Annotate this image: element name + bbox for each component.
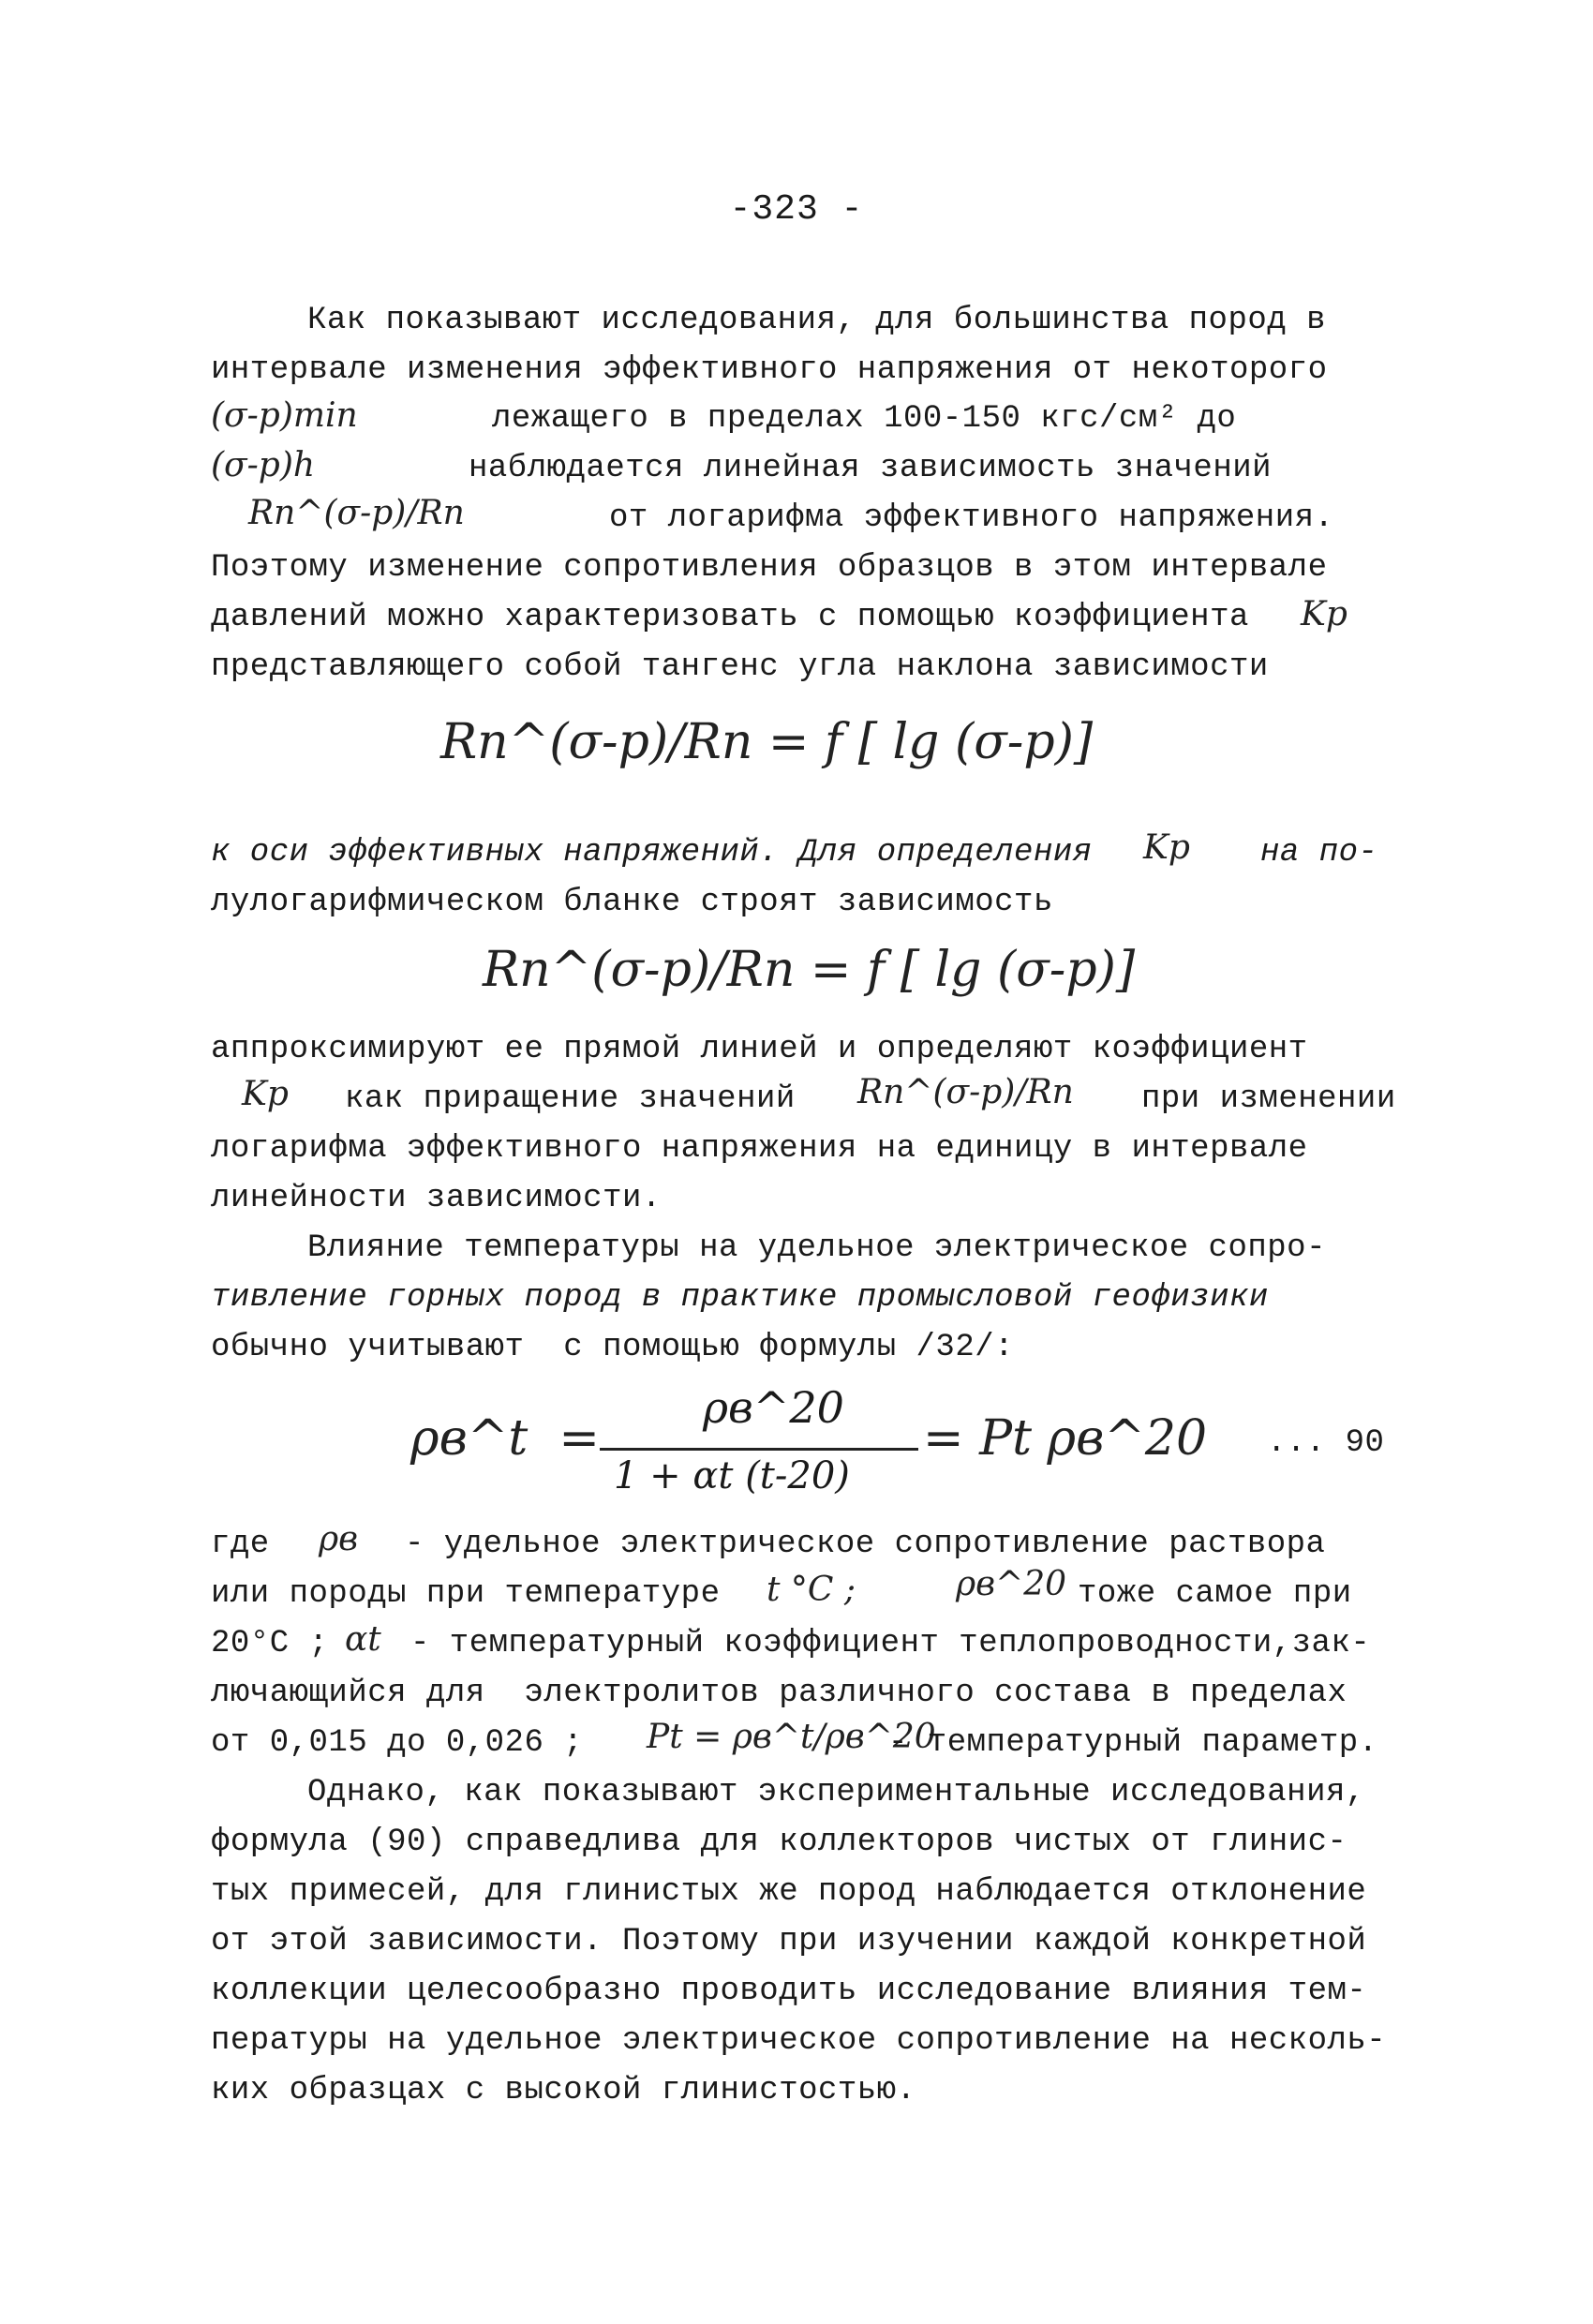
p3-symbol-kp: Kp [242,1075,289,1113]
p1-line8: представляющего собой тангенс угла наклона зависимости [211,649,1269,685]
p6-line7: ких образцах с высокой глинистостью. [211,2073,916,2108]
p1-symbol-sigma-p-min: (σ-p)min [211,396,358,435]
p1-line5: от логарифма эффективного напряжения. [609,500,1334,536]
p5-line2a: или породы при температуре [211,1576,721,1612]
formula-1: Rп^(σ-p)/Rп = f [ lg (σ-p)] [440,714,1094,770]
p1-symbol-sigma-p-h: (σ-p)h [211,446,316,484]
formula-3-lhs: ρв^t = [410,1410,600,1467]
p6-line4: от этой зависимости. Поэтому при изучении каждой конкретной [211,1924,1367,1959]
p1-line2: интервале изменения эффективного напряжения от некоторого [211,352,1328,388]
p5-line2b: тоже самое при [1078,1576,1352,1612]
p5-symbol-rho-v-20: ρв^20 [956,1565,1067,1603]
p3-line4: линейности зависимости. [211,1181,662,1216]
p6-line3: тых примесей, для глинистых же пород наблюдается отклонение [211,1874,1367,1910]
p1-line4: наблюдается линейная зависимость значений [469,451,1273,486]
page-number: -323 - [729,189,864,230]
p1-line6: Поэтому изменение сопротивления образцов в этом интервале [211,550,1328,586]
formula-3-numerator: ρв^20 [703,1382,844,1433]
p5-line1-pre: где [211,1527,270,1562]
p4-line3: обычно учитывают с помощью формулы /32/: [211,1330,1015,1365]
p1-symbol-kp: Kp [1301,595,1347,633]
formula-3-rhs: = Pt ρв^20 [923,1410,1208,1467]
formula-2: Rп^(σ-p)/Rп = f [ lg (σ-p)] [483,942,1136,998]
p2-line2: лулогарифмическом бланке строят зависимость [211,885,1053,920]
p5-line5a: от 0,015 до 0,026 ; [211,1725,584,1761]
p5-line4: лючающийся для электролитов различного состава в пределах [211,1676,1347,1711]
p5-symbol-rho-v: ρв [319,1520,359,1558]
p5-line1: - удельное электрическое сопротивление раствора [405,1527,1326,1562]
p4-line1: Влияние температуры на удельное электрическое сопро- [307,1230,1326,1266]
p5-symbol-t-celsius: t °C ; [767,1571,856,1609]
formula-3-number: ... 90 [1267,1425,1385,1461]
p3-line3: логарифма эффективного напряжения на единицу в интервале [211,1131,1308,1167]
p5-line5b: - температурный параметр. [888,1725,1378,1761]
p6-line2: формула (90) справедлива для коллекторов чистых от глинис- [211,1825,1347,1860]
p1-line7: давлений можно характеризовать с помощью коэффициента [211,600,1249,635]
p6-line1: Однако, как показывают экспериментальные исследования, [307,1775,1365,1810]
p5-symbol-pt: Pt = ρв^t/ρв^20 [647,1718,936,1756]
p3-line2b: при изменении [1141,1081,1396,1117]
p5-line3-pre: 20°C ; [211,1626,329,1661]
p6-line5: коллекции целесообразно проводить исследование влияния тем- [211,1974,1367,2009]
p2-line1a: к оси эффективных напряжений. Для определения [211,835,1093,871]
p2-symbol-kp: Kp [1143,828,1190,867]
p3-symbol-resistance-ratio: Rп^(σ-p)/Rп [857,1073,1074,1111]
p3-line2a: как приращение значений [345,1081,796,1117]
p6-line6: пературы на удельное электрическое сопротивление на несколь- [211,2023,1387,2059]
p2-line1b: на по- [1260,835,1378,871]
p3-line1: аппроксимируют ее прямой линией и определяют коэффициент [211,1032,1308,1067]
p1-symbol-resistance-ratio: Rп^(σ-p)/Rп [248,494,465,532]
formula-3-fraction-bar [600,1448,918,1451]
p1-line3: лежащего в пределах 100-150 кгс/см² до [492,401,1237,437]
p5-symbol-alpha-t: αt [345,1620,381,1659]
formula-3-denominator: 1 + αt (t-20) [614,1454,850,1497]
p5-line3: - температурный коэффициент теплопроводности,зак- [410,1626,1371,1661]
p1-line1: Как показывают исследования, для большинства пород в [307,303,1326,338]
p4-line2: тивление горных пород в практике промысловой геофизики [211,1280,1269,1316]
